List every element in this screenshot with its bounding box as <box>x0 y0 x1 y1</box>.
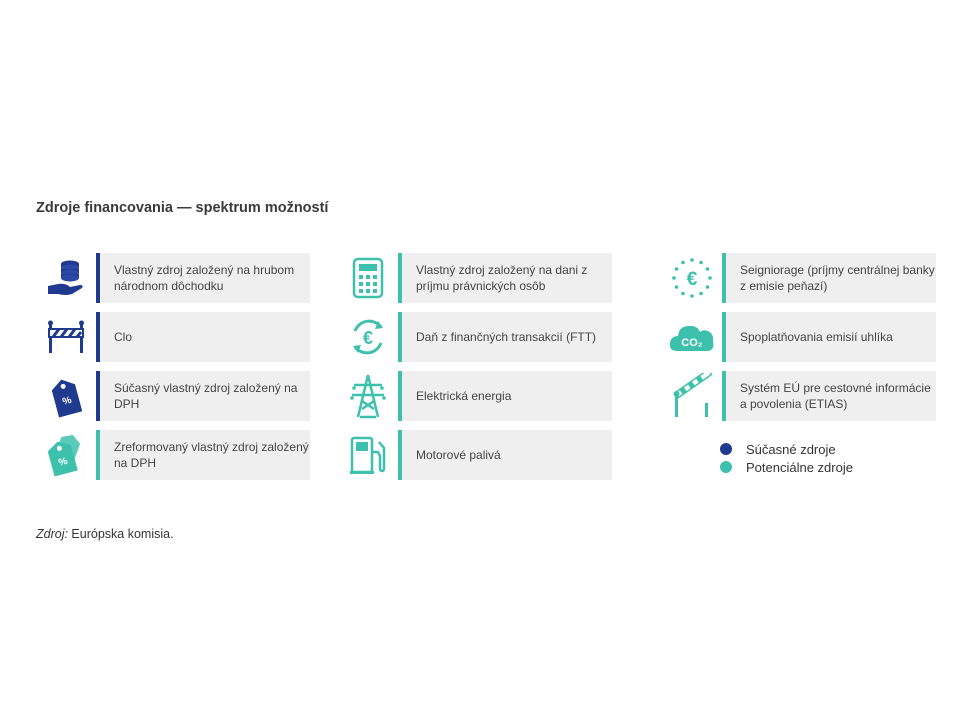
source-text: Európska komisia. <box>67 527 174 541</box>
svg-text:€: € <box>686 269 698 290</box>
tile-gni-own-resource <box>38 253 348 303</box>
tile-label: Zreformovaný vlastný zdroj založený na DPH <box>114 440 309 470</box>
svg-text:%: % <box>57 455 69 469</box>
tile-customs <box>38 312 348 362</box>
legend-label: Súčasné zdroje <box>746 441 836 457</box>
co2-cloud-icon <box>664 312 720 362</box>
svg-text:%: % <box>61 394 73 408</box>
tile-label: Vlastný zdroj založený na hrubom národnom dôchodku <box>114 263 295 293</box>
tile-current-vat-resource <box>38 371 348 421</box>
tile-carbon-levies <box>664 312 960 362</box>
tile-reformed-vat-resource <box>38 430 348 480</box>
tile-label: Systém EÚ pre cestovné informácie a povolenia (ETIAS) <box>740 381 931 411</box>
euro-cycle-icon <box>340 312 396 362</box>
legend <box>720 440 853 476</box>
source-note <box>36 527 174 541</box>
tile-motor-fuels <box>340 430 650 480</box>
euro-stars-icon <box>664 253 720 303</box>
price-tags-percent-icon <box>38 430 94 480</box>
legend-dot-current <box>720 443 732 455</box>
tile-label: Seigniorage (príjmy centrálnej banky z emisie peňazí) <box>740 263 935 293</box>
co2-text: CO₂ <box>681 337 703 349</box>
tile-ftt <box>340 312 650 362</box>
coins-hand-icon <box>38 253 94 303</box>
tile-label: Spoplatňovania emisií uhlíka <box>740 330 893 344</box>
price-tag-percent-icon <box>38 371 94 421</box>
legend-dot-potential <box>720 461 732 473</box>
tile-seigniorage <box>664 253 960 303</box>
calculator-icon <box>340 253 396 303</box>
tile-label: Vlastný zdroj založený na dani z príjmu právnických osôb <box>416 263 588 293</box>
tile-label: Daň z finančných transakcií (FTT) <box>416 330 597 344</box>
barrier-icon <box>38 312 94 362</box>
source-prefix: Zdroj: <box>36 527 68 541</box>
power-pylon-icon <box>340 371 396 421</box>
legend-item-current <box>720 440 853 458</box>
legend-label: Potenciálne zdroje <box>746 459 853 475</box>
tile-label: Clo <box>114 330 133 344</box>
tile-electricity <box>340 371 650 421</box>
tile-etias <box>664 371 960 421</box>
tile-label: Motorové palivá <box>416 448 501 462</box>
tile-corporate-tax-resource <box>340 253 650 303</box>
svg-text:€: € <box>362 328 374 348</box>
page-title: Zdroje financovania — spektrum možností <box>36 200 329 216</box>
tile-label: Elektrická energia <box>416 389 512 403</box>
fuel-pump-icon <box>340 430 396 480</box>
border-barrier-icon <box>664 371 720 421</box>
tile-label: Súčasný vlastný zdroj založený na DPH <box>114 381 298 411</box>
legend-item-potential <box>720 458 853 476</box>
